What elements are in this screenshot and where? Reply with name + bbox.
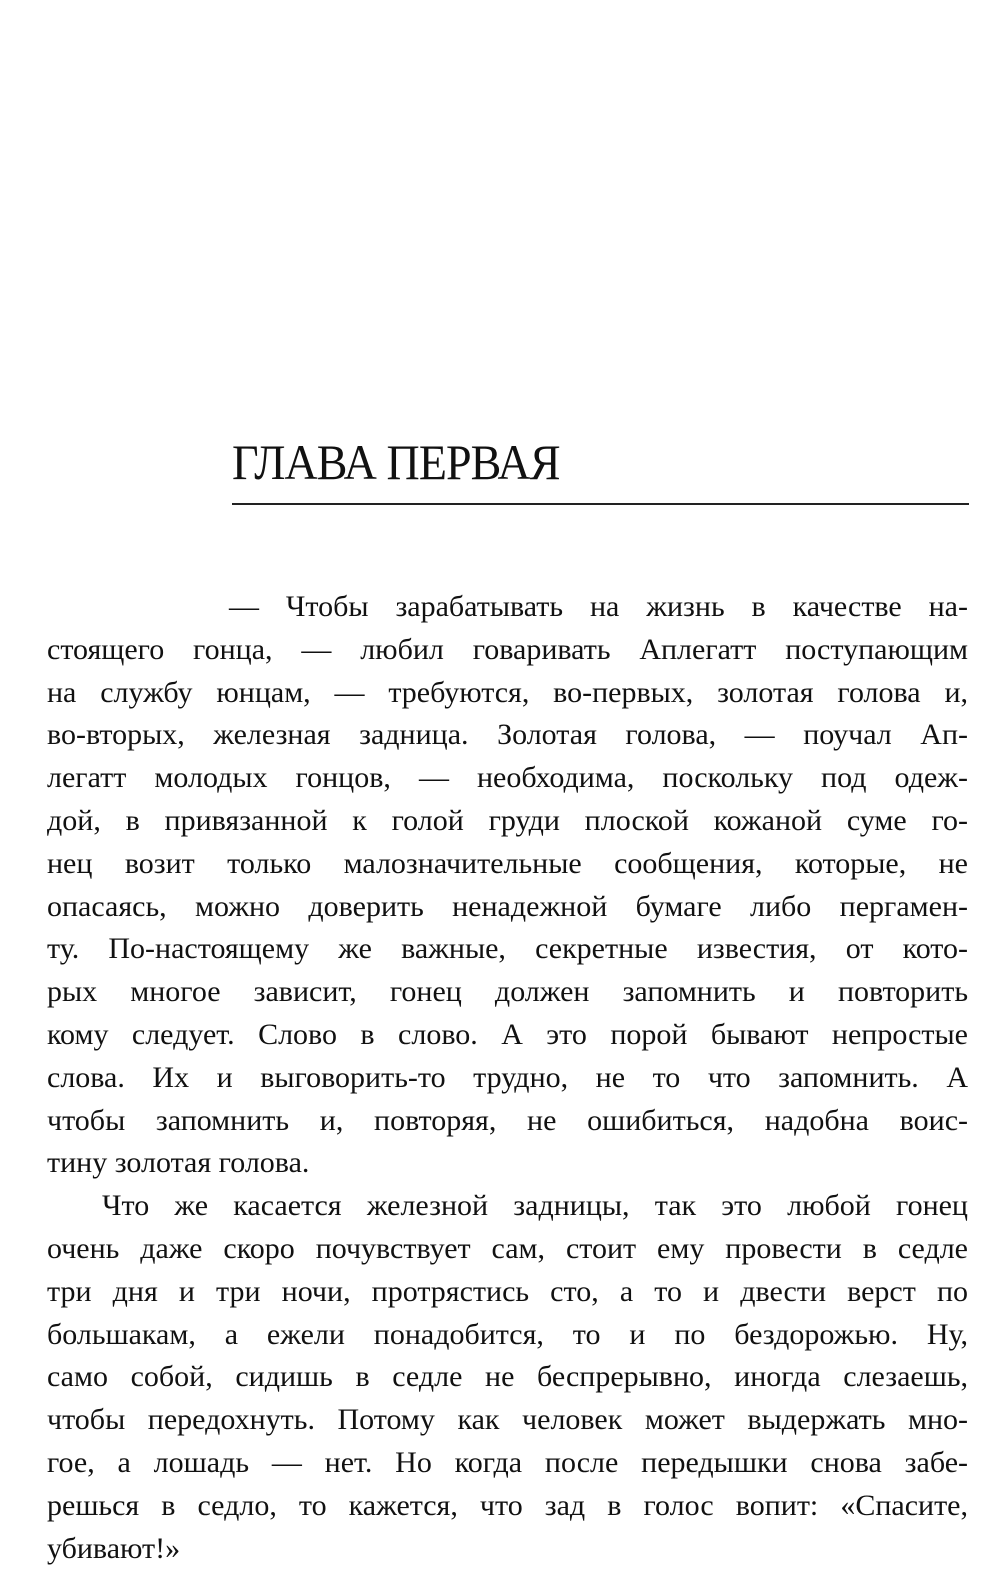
text-line: тину золотая голова. (47, 1146, 310, 1180)
text-line: очень даже скоро почувствует сам, стоит ему провести в седле (47, 1231, 968, 1265)
title-rule (232, 503, 969, 505)
text-line: ту. По-настоящему же важные, секретные известия, от кото- (47, 932, 968, 966)
text-line: решься в седло, то кажется, что зад в голос вопит: «Спасите, (47, 1488, 968, 1522)
text-line: дой, в привязанной к голой груди плоской кожаной суме го- (47, 803, 968, 837)
text-line: во-вторых, железная задница. Золотая голова, — поучал Ап- (47, 718, 968, 752)
text-line: опасаясь, можно доверить ненадежной бумаге либо пергамен- (47, 889, 968, 923)
text-line: чтобы передохнуть. Потому как человек может выдержать мно- (47, 1403, 968, 1437)
paragraph (47, 1185, 968, 1570)
text-line: легатт молодых гонцов, — необходима, поскольку под одеж- (47, 761, 968, 795)
chapter-title: ГЛАВА ПЕРВАЯ (232, 434, 560, 490)
text-line: — Чтобы зарабатывать на жизнь в качестве на- (229, 590, 968, 623)
text-line: нец возит только малозначительные сообщения, которые, не (47, 846, 968, 880)
text-line: гое, а лошадь — нет. Но когда после передышки снова забе- (47, 1445, 968, 1479)
text-line: Что же касается железной задницы, так это любой гонец (102, 1189, 968, 1223)
text-line: слова. Их и выговорить-то трудно, не то что запомнить. А (47, 1060, 968, 1094)
text-line: три дня и три ночи, протрястись сто, а то и двести верст по (47, 1274, 968, 1308)
text-line: большакам, а ежели понадобится, то и по бездорожью. Ну, (47, 1317, 968, 1351)
text-line: кому следует. Слово в слово. А это порой бывают непростые (47, 1017, 968, 1051)
text-line: на службу юнцам, — требуются, во-первых, золотая голова и, (47, 675, 968, 709)
body-text (47, 586, 968, 1570)
paragraph (47, 586, 968, 1185)
text-line: стоящего гонца, — любил говаривать Аплегатт поступающим (47, 632, 968, 666)
text-line: рых многое зависит, гонец должен запомнить и повторить (47, 975, 968, 1009)
text-line: само собой, сидишь в седле не беспрерывно, иногда слезаешь, (47, 1360, 968, 1394)
text-line: убивают!» (47, 1531, 181, 1565)
text-line: чтобы запомнить и, повторяя, не ошибиться, надобна воис- (47, 1103, 968, 1137)
